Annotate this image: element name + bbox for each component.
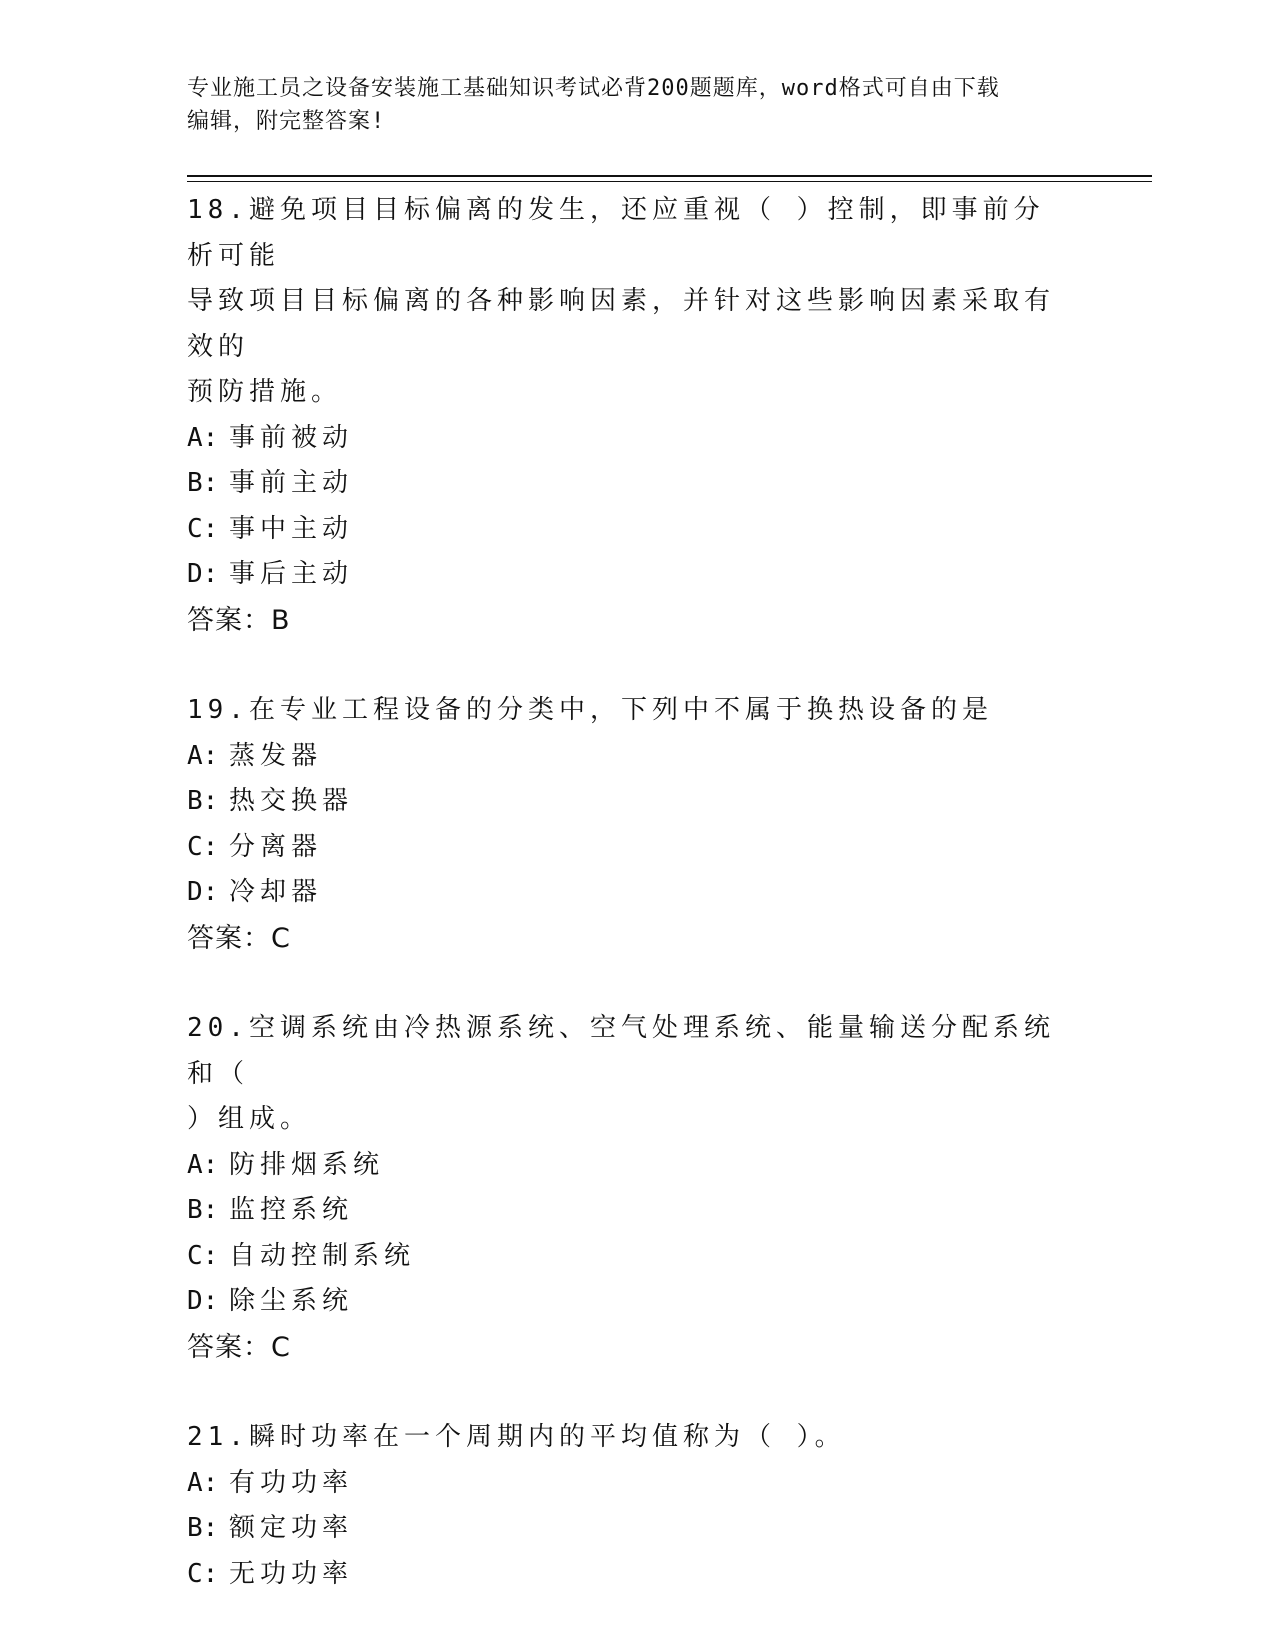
- option-letter: C:: [187, 1240, 219, 1271]
- option-text: 自动控制系统: [229, 1240, 416, 1271]
- option-text: 事后主动: [229, 559, 354, 589]
- question-stem: [187, 188, 1067, 416]
- stem-line: 18.避免项目目标偏离的发生，还应重视（ ）控制，即事前分析可能: [187, 195, 1045, 271]
- header-line-1: 专业施工员之设备安装施工基础知识考试必背200题题库，word格式可自由下载: [187, 76, 1000, 101]
- option-letter: B:: [187, 1513, 219, 1543]
- option-letter: A:: [187, 740, 219, 771]
- option-text: 事中主动: [229, 513, 354, 544]
- option-letter: D:: [187, 559, 219, 589]
- stem-line: ）组成。: [187, 1104, 312, 1134]
- option-letter: C:: [187, 831, 219, 862]
- document-header: [187, 72, 1067, 138]
- question-21: [187, 1415, 1067, 1597]
- option-text: 额定功率: [229, 1513, 354, 1543]
- option-text: 防排烟系统: [229, 1149, 385, 1180]
- option-b: [187, 461, 1067, 507]
- option-c: [187, 825, 1067, 871]
- option-text: 除尘系统: [229, 1286, 354, 1316]
- option-a: [187, 734, 1067, 780]
- option-d: [187, 1279, 1067, 1325]
- stem-line: 21.瞬时功率在一个周期内的平均值称为（ ）。: [187, 1422, 846, 1452]
- option-letter: B:: [187, 468, 219, 498]
- option-letter: C:: [187, 1558, 219, 1589]
- option-text: 无功功率: [229, 1558, 354, 1589]
- option-text: 有功功率: [229, 1467, 354, 1498]
- option-c: [187, 1552, 1067, 1598]
- question-stem: [187, 1415, 1067, 1461]
- question-stem: [187, 1006, 1067, 1143]
- header-divider-thin: [187, 181, 1152, 182]
- answer-line: 答案：B: [187, 604, 291, 636]
- option-d: [187, 870, 1067, 916]
- option-text: 分离器: [229, 831, 323, 862]
- option-a: [187, 1461, 1067, 1507]
- option-text: 蒸发器: [229, 740, 323, 771]
- option-c: [187, 507, 1067, 553]
- option-text: 事前被动: [229, 422, 354, 453]
- question-19: [187, 688, 1067, 961]
- option-b: [187, 1506, 1067, 1552]
- option-letter: A:: [187, 422, 219, 453]
- stem-line: 预防措施。: [187, 377, 343, 407]
- header-line-2: 编辑，附完整答案!: [187, 109, 386, 134]
- option-letter: A:: [187, 1149, 219, 1180]
- option-letter: B:: [187, 1195, 219, 1225]
- option-text: 热交换器: [229, 786, 354, 816]
- stem-line: 20.空调系统由冷热源系统、空气处理系统、能量输送分配系统和（: [187, 1013, 1055, 1089]
- option-text: 冷却器: [229, 877, 323, 907]
- option-text: 事前主动: [229, 468, 354, 498]
- answer-line: 答案：C: [187, 922, 291, 954]
- option-b: [187, 1188, 1067, 1234]
- option-d: [187, 552, 1067, 598]
- header-divider-thick: [187, 175, 1152, 177]
- question-20: [187, 1006, 1067, 1370]
- option-a: [187, 416, 1067, 462]
- option-letter: D:: [187, 877, 219, 907]
- option-text: 监控系统: [229, 1195, 354, 1225]
- option-letter: D:: [187, 1286, 219, 1316]
- answer-line: 答案：C: [187, 1331, 291, 1363]
- stem-line: 19.在专业工程设备的分类中，下列中不属于换热设备的是: [187, 695, 993, 725]
- option-b: [187, 779, 1067, 825]
- option-letter: B:: [187, 786, 219, 816]
- question-stem: [187, 688, 1067, 734]
- question-18: [187, 188, 1067, 643]
- stem-line: 导致项目目标偏离的各种影响因素，并针对这些影响因素采取有效的: [187, 286, 1056, 362]
- option-c: [187, 1234, 1067, 1280]
- option-letter: C:: [187, 513, 219, 544]
- option-letter: A:: [187, 1467, 219, 1498]
- option-a: [187, 1143, 1067, 1189]
- question-list: [187, 188, 1067, 1642]
